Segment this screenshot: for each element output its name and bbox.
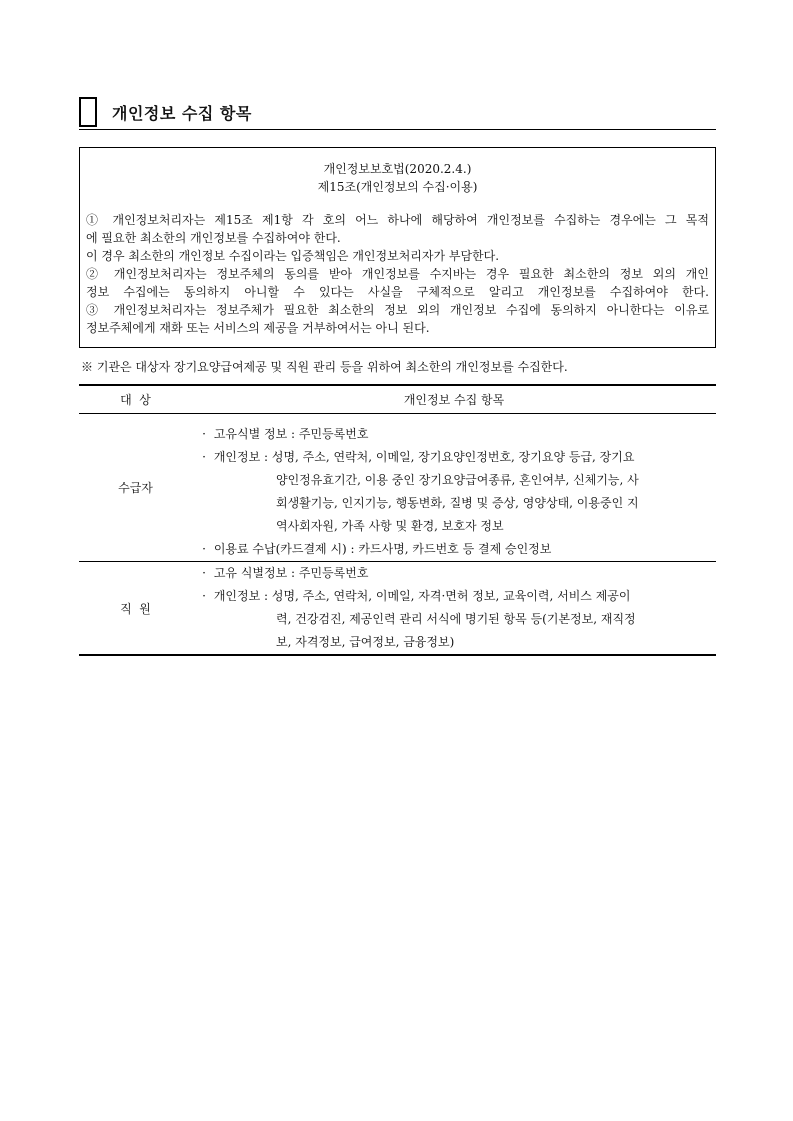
item-text: 력, 건강검진, 제공인력 관리 서식에 명기된 항목 등(기본정보, 재직정 (276, 612, 636, 626)
law-name: 개인정보보호법(2020.2.4.) (323, 162, 472, 176)
section-marker-box (79, 97, 97, 127)
law-excerpt-box (79, 147, 716, 348)
law-line: 이 경우 최소한의 개인정보 수집이라는 입증책임은 개인정보처리자가 부담한다. (86, 249, 500, 263)
law-line: ① 개인정보처리자는 제15조 제1항 각 호의 어느 하나에 해당하여 개인정보를 수집하는 경우에는 그 목적 (86, 213, 709, 227)
item-line (198, 585, 716, 608)
item-line (198, 492, 716, 515)
item-text: 보, 자격정보, 급여정보, 금융정보) (276, 635, 455, 649)
table-row (79, 414, 716, 562)
row-target-staff: 직 원 (79, 562, 192, 656)
row-items-recipient (192, 414, 716, 562)
item-line (198, 608, 716, 631)
item-text: 역사회자원, 가족 사항 및 환경, 보호자 정보 (276, 519, 504, 533)
item-text: 이용료 수납(카드결제 시) : 카드사명, 카드번호 등 결제 승인정보 (213, 542, 552, 556)
item-text: 회생활기능, 인지기능, 행동변화, 질병 및 증상, 영양상태, 이용중인 지 (276, 496, 639, 510)
item-line (198, 631, 716, 654)
law-body (86, 211, 709, 337)
section-title: 개인정보 수집 항목 (112, 104, 252, 123)
section-header (79, 97, 716, 130)
item-line (198, 538, 716, 561)
law-line: 정보주체에게 재화 또는 서비스의 제공을 거부하여서는 아니 된다. (86, 321, 430, 335)
item-line (198, 423, 716, 446)
header-target: 대 상 (79, 385, 192, 414)
item-text: 개인정보 : 성명, 주소, 연락처, 이메일, 자격·면허 정보, 교육이력, 서비스 제공이 (213, 589, 631, 603)
bullet: · (202, 542, 206, 556)
row-items-staff (192, 562, 716, 656)
bullet: · (202, 589, 206, 603)
law-article: 제15조(개인정보의 수집·이용) (317, 180, 478, 194)
item-line (198, 562, 716, 585)
bullet: · (202, 566, 206, 580)
law-line: ② 개인정보처리자는 정보주체의 동의를 받아 개인정보를 수지바는 경우 필요한 최소한의 정보 외의 개인 (86, 267, 709, 281)
table-row (79, 562, 716, 656)
law-line: 정보 수집에는 동의하지 아니할 수 있다는 사실을 구체적으로 알리고 개인정보를 수집하여야 한다. (86, 285, 709, 299)
law-line: ③ 개인정보처리자는 정보주체가 필요한 최소한의 정보 외의 개인정보 수집에 동의하지 아니한다는 이유로 (86, 303, 709, 317)
table-header-row (79, 385, 716, 414)
item-text: 고유 식별정보 : 주민등록번호 (213, 566, 369, 580)
collection-note: ※ 기관은 대상자 장기요양급여제공 및 직원 관리 등을 위하여 최소한의 개인정보를 수집한다. (81, 360, 568, 374)
item-text: 고유식별 정보 : 주민등록번호 (213, 427, 369, 441)
item-line (198, 469, 716, 492)
item-text: 개인정보 : 성명, 주소, 연락처, 이메일, 장기요양인정번호, 장기요양 등급, 장기요 (213, 450, 635, 464)
header-items: 개인정보 수집 항목 (192, 385, 716, 414)
bullet: · (202, 450, 206, 464)
item-text: 양인정유효기간, 이용 중인 장기요양급여종류, 혼인여부, 신체기능, 사 (276, 473, 639, 487)
row-target-recipient: 수급자 (79, 414, 192, 562)
law-line: 에 필요한 최소한의 개인정보를 수집하여야 한다. (86, 231, 341, 245)
item-line (198, 446, 716, 469)
law-heading (80, 160, 715, 196)
item-line (198, 515, 716, 538)
collection-items-table (79, 384, 716, 656)
bullet: · (202, 427, 206, 441)
